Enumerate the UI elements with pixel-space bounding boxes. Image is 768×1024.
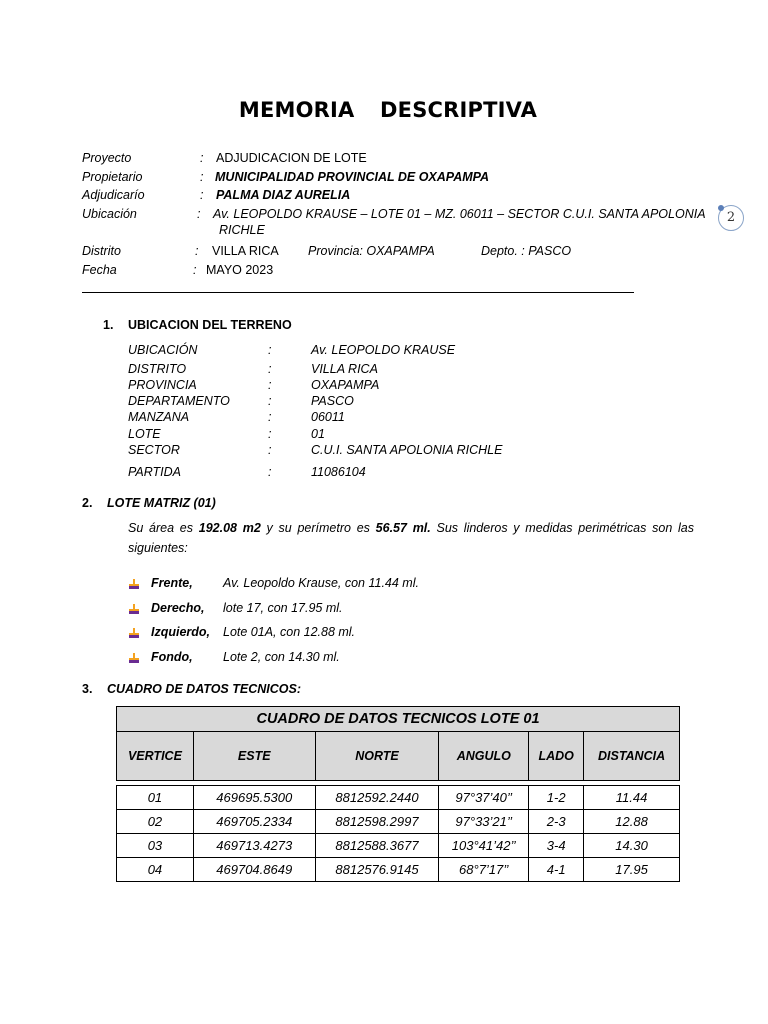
header-divider [82, 292, 634, 293]
ubicacion-sep: : [197, 207, 201, 221]
bullet-icon [128, 603, 140, 615]
table-cell: 14.30 [584, 834, 680, 858]
ubicacion-row-label: UBICACIÓN [128, 343, 198, 357]
distrito-sep: : [195, 244, 199, 258]
manzana-row-label: MANZANA [128, 410, 190, 424]
para-text-2: y su perímetro es [260, 521, 376, 535]
section1-number: 1. [103, 318, 114, 332]
perimetro-value: 56.57 ml. [375, 521, 431, 535]
table-cell: 11.44 [584, 786, 680, 810]
distrito-row-value: VILLA RICA [311, 362, 378, 376]
table-cell: 97°33’21’’ [439, 810, 529, 834]
lindero-text: Lote 01A, con 12.88 ml. [223, 625, 356, 639]
propietario-value: MUNICIPALIDAD PROVINCIAL DE OXAPAMPA [215, 170, 490, 184]
sector-row-label: SECTOR [128, 443, 180, 457]
table-cell: 17.95 [584, 858, 680, 882]
adjudicario-label: Adjudicarío [82, 188, 145, 202]
bullet-icon [128, 627, 140, 639]
distrito-label: Distrito [82, 244, 121, 258]
column-header: ESTE [193, 732, 315, 781]
table-cell: 3-4 [529, 834, 584, 858]
departamento-row-value: PASCO [311, 394, 354, 408]
proyecto-value: ADJUDICACION DE LOTE [216, 151, 367, 165]
document-title: MEMORIA DESCRIPTIVA [238, 98, 538, 122]
table-cell: 469713.4273 [193, 834, 315, 858]
provincia-value: Provincia: OXAPAMPA [308, 244, 435, 258]
lote-row-value: 01 [311, 427, 325, 441]
para-text-3: Sus linderos y medidas perimétricas son las siguientes: [128, 521, 694, 555]
fecha-label: Fecha [82, 263, 117, 277]
departamento-row-sep: : [268, 394, 272, 408]
lindero-text: Av. Leopoldo Krause, con 11.44 ml. [223, 576, 419, 590]
adjudicario-sep: : [200, 188, 204, 202]
page-number: 2 [718, 205, 744, 231]
ubicacion-value-cont: RICHLE [219, 223, 265, 237]
section2-number: 2. [82, 496, 93, 510]
provincia-row-value: OXAPAMPA [311, 378, 380, 392]
manzana-row-value: 06011 [311, 410, 345, 424]
datos-tecnicos-table [116, 706, 680, 882]
table-row [117, 834, 680, 858]
departamento-row-label: DEPARTAMENTO [128, 394, 230, 408]
area-value: 192.08 m2 [198, 521, 261, 535]
section2-title: LOTE MATRIZ (01) [107, 496, 216, 510]
table-cell: 04 [117, 858, 194, 882]
bullet-icon [128, 652, 140, 664]
table-cell: 8812576.9145 [315, 858, 439, 882]
table-row [117, 810, 680, 834]
table-cell: 01 [117, 786, 194, 810]
column-header: DISTANCIA [584, 732, 680, 781]
fecha-value: MAYO 2023 [206, 263, 274, 277]
provincia-row-label: PROVINCIA [128, 378, 197, 392]
sector-row-sep: : [268, 443, 272, 457]
table-cell: 8812592.2440 [315, 786, 439, 810]
column-header: LADO [529, 732, 584, 781]
column-header: ANGULO [439, 732, 529, 781]
section3-title: CUADRO DE DATOS TECNICOS: [107, 682, 301, 696]
table-cell: 4-1 [529, 858, 584, 882]
page-marker-dot [718, 205, 724, 211]
para-text-1: Su área es [128, 521, 199, 535]
ubicacion-row-sep: : [268, 343, 272, 357]
section1-title: UBICACION DEL TERRENO [128, 318, 292, 332]
lindero-text: Lote 2, con 14.30 ml. [223, 650, 340, 664]
table-cell: 8812598.2997 [315, 810, 439, 834]
lindero-text: lote 17, con 17.95 ml. [223, 601, 343, 615]
partida-row-value: 11086104 [311, 465, 366, 479]
table-cell: 2-3 [529, 810, 584, 834]
table-cell: 1-2 [529, 786, 584, 810]
proyecto-label: Proyecto [82, 151, 132, 165]
section3-number: 3. [82, 682, 93, 696]
lote-row-sep: : [268, 427, 272, 441]
distrito-row-sep: : [268, 362, 272, 376]
table-row [117, 858, 680, 882]
lote-row-label: LOTE [128, 427, 161, 441]
propietario-sep: : [200, 170, 204, 184]
propietario-label: Propietario [82, 170, 143, 184]
lindero-label: Izquierdo, [151, 625, 211, 639]
distrito-value: VILLA RICA [212, 244, 279, 258]
table-cell: 8812588.3677 [315, 834, 439, 858]
proyecto-sep: : [200, 151, 204, 165]
bullet-icon [128, 578, 140, 590]
table-cell: 103°41’42’’ [439, 834, 529, 858]
provincia-row-sep: : [268, 378, 272, 392]
table-cell: 469695.5300 [193, 786, 315, 810]
partida-row-sep: : [268, 465, 272, 479]
table-cell: 12.88 [584, 810, 680, 834]
lote-description [128, 518, 694, 558]
table-cell: 97°37’40’’ [439, 786, 529, 810]
ubicacion-row-value: Av. LEOPOLDO KRAUSE [311, 343, 456, 357]
sector-row-value: C.U.I. SANTA APOLONIA RICHLE [311, 443, 503, 457]
depto-value: Depto. : PASCO [481, 244, 572, 258]
table-caption: CUADRO DE DATOS TECNICOS LOTE 01 [117, 707, 680, 732]
manzana-row-sep: : [268, 410, 272, 424]
column-header: VERTICE [117, 732, 194, 781]
distrito-row-label: DISTRITO [128, 362, 187, 376]
lindero-label: Fondo, [151, 650, 193, 664]
column-header: NORTE [315, 732, 439, 781]
table-cell: 469705.2334 [193, 810, 315, 834]
ubicacion-value: Av. LEOPOLDO KRAUSE – LOTE 01 – MZ. 06011 – SECTOR C.U.I. SANTA APOLONIA [213, 207, 706, 221]
table-cell: 68°7’17’’ [439, 858, 529, 882]
ubicacion-label: Ubicación [82, 207, 137, 221]
table-row [117, 786, 680, 810]
lindero-label: Derecho, [151, 601, 205, 615]
fecha-sep: : [193, 263, 197, 277]
lindero-label: Frente, [151, 576, 193, 590]
table-cell: 02 [117, 810, 194, 834]
table-cell: 469704.8649 [193, 858, 315, 882]
table-cell: 03 [117, 834, 194, 858]
adjudicario-value: PALMA DIAZ AURELIA [216, 188, 351, 202]
partida-row-label: PARTIDA [128, 465, 182, 479]
